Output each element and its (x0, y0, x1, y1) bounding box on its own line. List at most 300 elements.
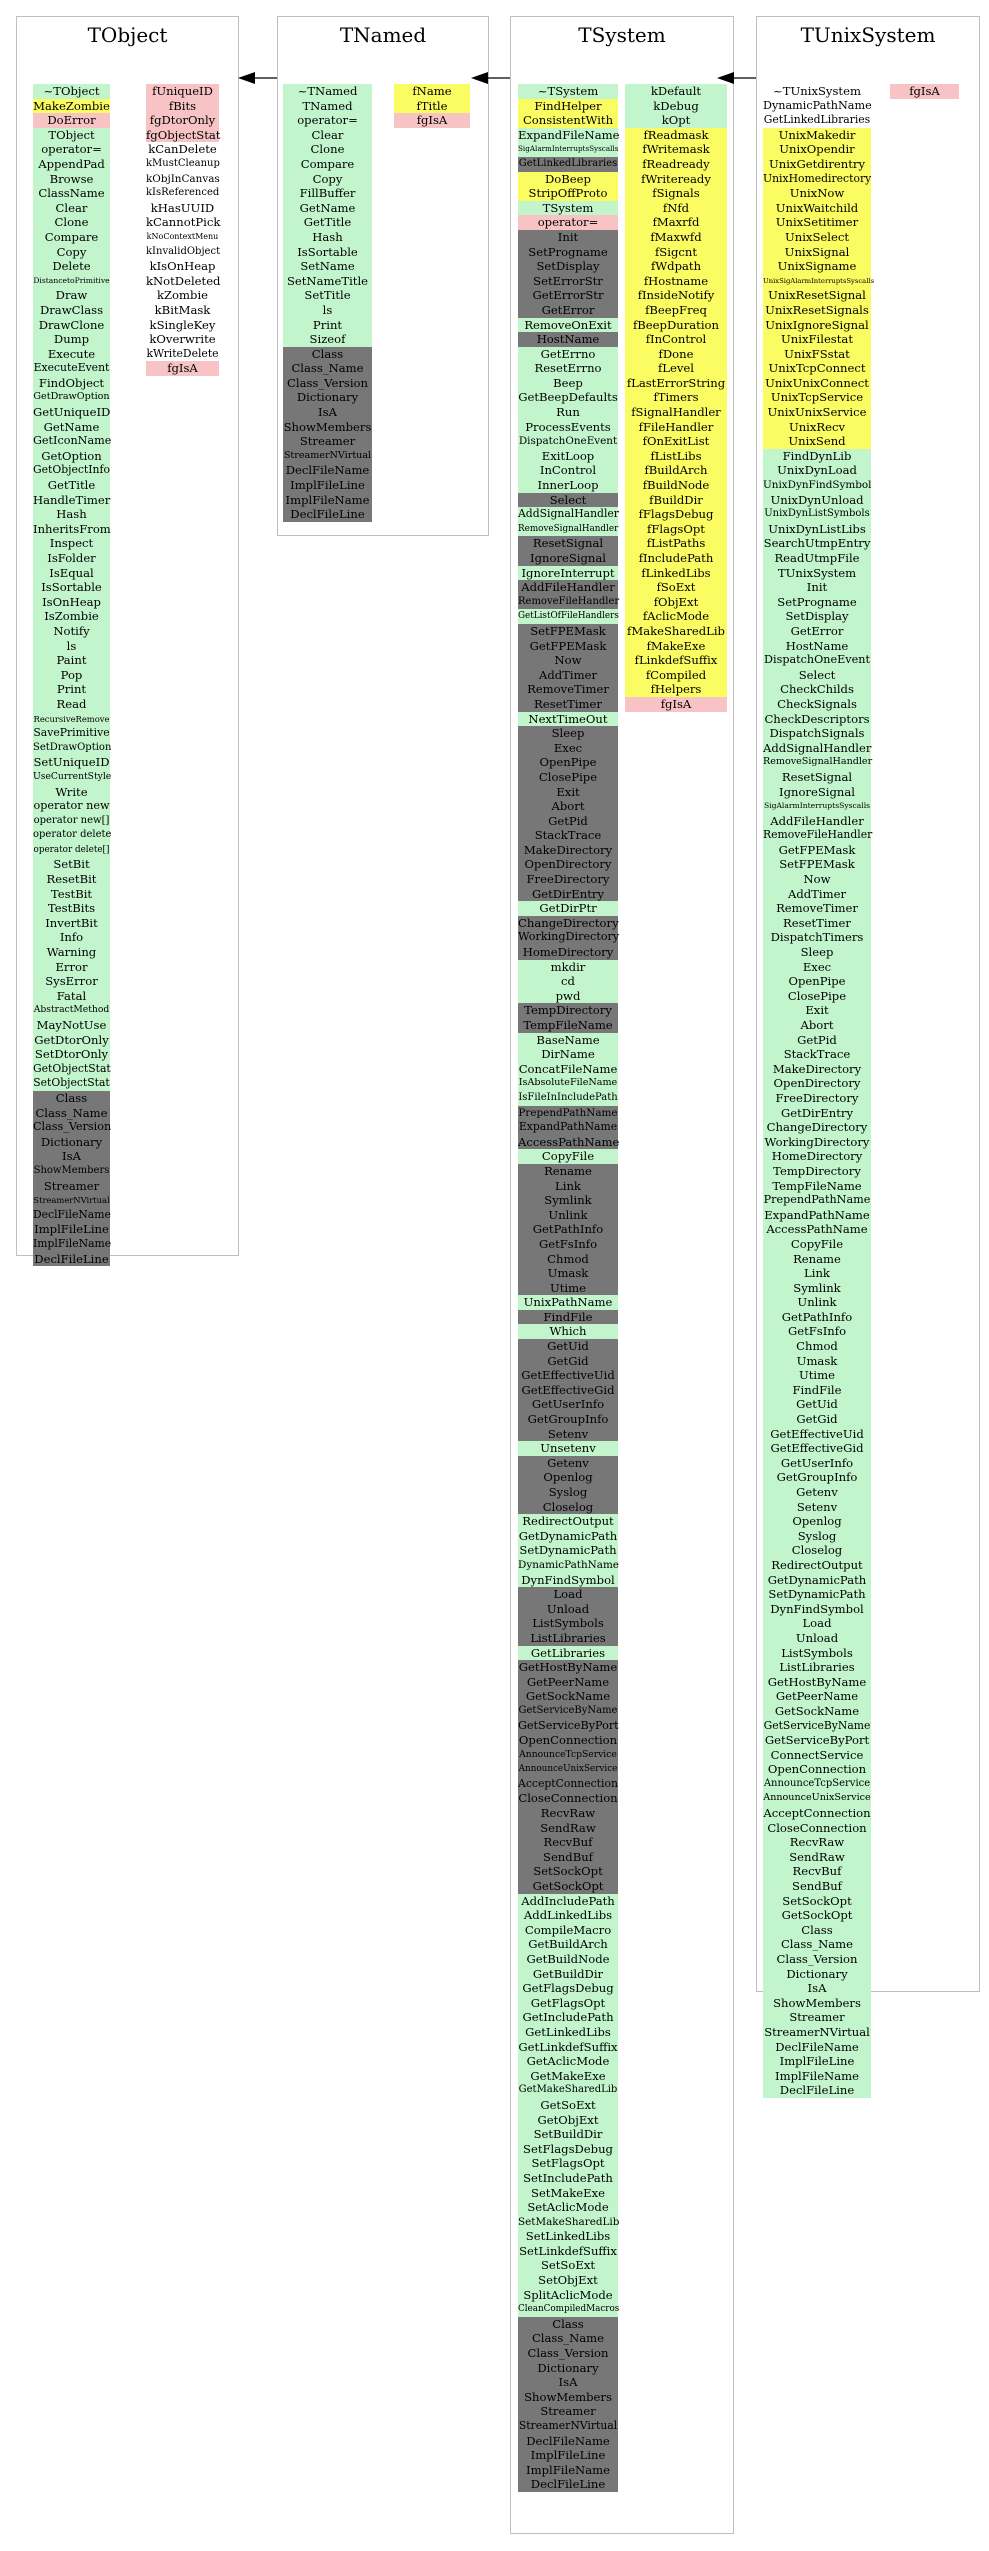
method-umask: Umask (518, 1266, 618, 1281)
method-declfileline: DeclFileLine (763, 2083, 871, 2098)
method-class-name: Class_Name (763, 1937, 871, 1952)
method-copyfile: CopyFile (518, 1149, 618, 1164)
method-getenv: Getenv (763, 1485, 871, 1500)
method-sigalarminterruptssyscalls: SigAlarmInterruptsSyscalls (763, 799, 871, 814)
method-setdtoronly: SetDtorOnly (34, 1047, 109, 1062)
member-ffilehandler: fFileHandler (625, 420, 727, 435)
class-title: TObject (87, 23, 168, 47)
method-print: Print (33, 682, 110, 697)
method-load: Load (763, 1616, 871, 1631)
method-changedirectory: ChangeDirectory (763, 1120, 871, 1135)
method-redirectoutput: RedirectOutput (763, 1558, 871, 1573)
method-clone: Clone (283, 142, 372, 157)
method-draw: Draw (33, 288, 110, 303)
method-tunixsystem: ~TUnixSystem (773, 84, 861, 98)
method-getbeepdefaults: GetBeepDefaults (518, 390, 618, 405)
method-class-version: Class_Version (518, 2346, 618, 2361)
member-fincontrol: fInControl (625, 332, 727, 347)
method-setuniqueid: SetUniqueID (33, 755, 110, 770)
method-tobject: TObject (33, 128, 110, 143)
member-koverwrite: kOverwrite (149, 332, 216, 347)
member-kcandelete: kCanDelete (148, 142, 217, 157)
method-geterror: GetError (518, 303, 618, 318)
method-changedirectory: ChangeDirectory (518, 915, 619, 930)
method-unixfsstat: UnixFSstat (763, 347, 871, 362)
method-getfsinfo: GetFsInfo (763, 1324, 871, 1339)
method-testbit: TestBit (33, 887, 110, 902)
method-hostname: HostName (518, 332, 618, 347)
method-paint: Paint (33, 653, 110, 668)
method-setfpemask: SetFPEMask (518, 624, 618, 639)
method-resettimer: ResetTimer (763, 916, 871, 931)
method-getpeername: GetPeerName (518, 1675, 618, 1690)
method-implfileline: ImplFileLine (518, 2448, 618, 2463)
method-openconnection: OpenConnection (763, 1762, 871, 1777)
method-basename: BaseName (518, 1033, 618, 1048)
method-unlink: Unlink (518, 1208, 618, 1223)
method-showmembers: ShowMembers (33, 1164, 110, 1179)
method-pop: Pop (33, 668, 110, 683)
method-dispatchoneevent: DispatchOneEvent (518, 435, 618, 448)
member-flasterrorstring: fLastErrorString (626, 375, 726, 390)
method-unixsetitimer: UnixSetitimer (763, 215, 871, 230)
member-fmakeexe: fMakeExe (625, 639, 727, 654)
method-operator: operator= (33, 142, 110, 157)
method-streamer: Streamer (283, 434, 372, 449)
method-unixresetsignals: UnixResetSignals (763, 303, 871, 318)
method-exec: Exec (763, 960, 871, 975)
method-dynamicpathname: DynamicPathName (763, 98, 872, 112)
method-geteffectivegid: GetEffectiveGid (518, 1383, 618, 1398)
method-copy: Copy (33, 245, 110, 260)
method-ls: ls (283, 303, 372, 318)
method-warning: Warning (33, 945, 110, 960)
method-findfile: FindFile (518, 1310, 618, 1325)
method-openpipe: OpenPipe (763, 974, 871, 989)
method-exitloop: ExitLoop (518, 449, 618, 464)
method-operator-delete: operator delete (33, 828, 110, 843)
method-declfileline: DeclFileLine (34, 1251, 109, 1266)
method-opendirectory: OpenDirectory (518, 857, 618, 872)
member-fhelpers: fHelpers (625, 682, 727, 697)
method-getdrawoption: GetDrawOption (33, 390, 110, 405)
member-fnfd: fNfd (625, 201, 727, 216)
method-sigalarminterruptssyscalls: SigAlarmInterruptsSyscalls (518, 142, 618, 157)
method-removetimer: RemoveTimer (518, 682, 618, 697)
method-unsetenv: Unsetenv (518, 1441, 618, 1456)
method-addincludepath: AddIncludePath (518, 1894, 618, 1909)
method-closeconnection: CloseConnection (518, 1791, 618, 1806)
method-getfpemask: GetFPEMask (518, 639, 618, 654)
method-stacktrace: StackTrace (763, 1047, 871, 1062)
member-fhostname: fHostname (625, 274, 727, 289)
method-geticonname: GetIconName (33, 434, 112, 448)
method-prependpathname: PrependPathName (763, 1193, 871, 1207)
method-symlink: Symlink (518, 1193, 618, 1208)
method-getpid: GetPid (763, 1033, 871, 1048)
method-link: Link (763, 1266, 871, 1281)
method-openconnection: OpenConnection (518, 1733, 618, 1748)
method-removesignalhandler: RemoveSignalHandler (763, 755, 871, 770)
method-getsockopt: GetSockOpt (518, 1879, 618, 1894)
method-unixignoresignal: UnixIgnoreSignal (763, 318, 871, 333)
method-getservicebyport: GetServiceByPort (518, 1718, 619, 1732)
method-dispatchsignals: DispatchSignals (763, 726, 871, 741)
class-title: TSystem (578, 23, 666, 47)
member-fbuilddir: fBuildDir (625, 493, 727, 508)
method-getlibraries: GetLibraries (518, 1646, 618, 1661)
method-unixwaitchild: UnixWaitchild (763, 201, 871, 216)
member-kbitmask: kBitMask (154, 302, 211, 317)
method-nexttimeout: NextTimeOut (518, 712, 618, 727)
method-unixnow: UnixNow (763, 186, 871, 201)
method-setmakeexe: SetMakeExe (518, 2186, 618, 2201)
method-isa: IsA (33, 1149, 110, 1164)
method-showmembers: ShowMembers (283, 419, 372, 434)
method-sleep: Sleep (763, 945, 871, 960)
member-fgdtoronly: fgDtorOnly (146, 113, 219, 128)
method-gethostbyname: GetHostByName (763, 1675, 871, 1690)
method-findhelper: FindHelper (518, 99, 618, 114)
method-gettitle: GetTitle (283, 215, 372, 230)
method-getlinkedlibraries: GetLinkedLibraries (763, 113, 871, 127)
method-hostname: HostName (763, 639, 871, 654)
method-unload: Unload (763, 1631, 871, 1646)
method-freedirectory: FreeDirectory (763, 1091, 871, 1106)
member-fmaxwfd: fMaxwfd (625, 230, 727, 245)
method-setdynamicpath: SetDynamicPath (519, 1543, 617, 1558)
method-implfilename: ImplFileName (33, 1236, 112, 1250)
method-resetbit: ResetBit (33, 872, 110, 887)
method-tempdirectory: TempDirectory (518, 1003, 618, 1018)
method-consistentwith: ConsistentWith (518, 113, 618, 128)
method-dispatchoneevent: DispatchOneEvent (764, 653, 870, 667)
member-fincludepath: fIncludePath (625, 551, 727, 566)
method-unlink: Unlink (763, 1295, 871, 1310)
method-class: Class (763, 1923, 871, 1938)
method-dictionary: Dictionary (518, 2361, 618, 2376)
method-announceunixservice: AnnounceUnixService (763, 1791, 871, 1806)
method-checkdescriptors: CheckDescriptors (764, 711, 870, 726)
method-getname: GetName (33, 420, 110, 435)
method-implfileline: ImplFileLine (763, 2054, 871, 2069)
method-init: Init (518, 230, 618, 245)
member-kinvalidobject: kInvalidObject (146, 245, 221, 257)
member-kisreferenced: kIsReferenced (146, 187, 220, 199)
method-isfileinincludepath: IsFileInIncludePath (518, 1091, 618, 1106)
method-getdtoronly: GetDtorOnly (34, 1032, 109, 1047)
member-finsidenotify: fInsideNotify (625, 288, 727, 303)
method-class-version: Class_Version (763, 1952, 871, 1967)
method-chmod: Chmod (763, 1339, 871, 1354)
method-unixdynfindsymbol: UnixDynFindSymbol (763, 479, 872, 492)
method-getbuilddir: GetBuildDir (518, 1967, 618, 1982)
method-dobeep: DoBeep (518, 172, 618, 187)
member-fgisa: fgIsA (625, 697, 727, 712)
method-freedirectory: FreeDirectory (518, 872, 618, 887)
method-compilemacro: CompileMacro (518, 1923, 618, 1938)
method-getbuildnode: GetBuildNode (518, 1952, 618, 1967)
method-dynamicpathname: DynamicPathName (518, 1558, 619, 1571)
method-hash: Hash (33, 507, 110, 522)
method-expandpathname: ExpandPathName (518, 1120, 618, 1134)
method-tsystem: ~TSystem (518, 84, 618, 99)
method-recursiveremove: RecursiveRemove (33, 712, 110, 727)
method-getlinkedlibraries: GetLinkedLibraries (518, 157, 618, 172)
method-getbuildarch: GetBuildArch (518, 1937, 618, 1952)
method-setdynamicpath: SetDynamicPath (763, 1587, 871, 1602)
method-showmembers: ShowMembers (763, 1996, 871, 2011)
method-tempdirectory: TempDirectory (763, 1164, 871, 1179)
member-fbuildarch: fBuildArch (625, 463, 727, 478)
method-clone: Clone (33, 215, 110, 230)
method-beep: Beep (518, 376, 618, 391)
method-unixsigname: UnixSigname (763, 259, 871, 274)
method-getuserinfo: GetUserInfo (518, 1397, 618, 1412)
method-setmakesharedlib: SetMakeSharedLib (518, 2215, 620, 2228)
method-write: Write (33, 785, 110, 800)
method-stripoffproto: StripOffProto (518, 186, 618, 201)
method-fillbuffer: FillBuffer (283, 186, 372, 201)
method-cleancompiledmacros: CleanCompiledMacros (518, 2302, 618, 2317)
method-dump: Dump (33, 332, 110, 347)
method-getname: GetName (283, 201, 372, 216)
method-dynfindsymbol: DynFindSymbol (518, 1573, 618, 1588)
method-expandfilename: ExpandFileName (518, 127, 620, 142)
method-testbits: TestBits (33, 901, 110, 916)
method-hash: Hash (283, 230, 372, 245)
method-setsockopt: SetSockOpt (763, 1894, 871, 1909)
method-delete: Delete (33, 259, 110, 274)
method-operator-new: operator new[] (33, 814, 110, 829)
method-removefilehandler: RemoveFileHandler (763, 828, 873, 842)
method-getobjext: GetObjExt (518, 2113, 618, 2128)
method-class-name: Class_Name (33, 1106, 110, 1121)
method-checkchilds: CheckChilds (763, 682, 871, 697)
member-fwriteready: fWriteready (625, 172, 727, 187)
method-drawclass: DrawClass (33, 303, 110, 318)
member-fname: fName (394, 84, 470, 99)
method-gethostbyname: GetHostByName (518, 1660, 618, 1675)
method-unixselect: UnixSelect (763, 230, 871, 245)
method-dirname: DirName (518, 1047, 618, 1062)
method-dictionary: Dictionary (33, 1135, 110, 1150)
method-geteffectiveuid: GetEffectiveUid (518, 1368, 618, 1383)
method-readutmpfile: ReadUtmpFile (763, 551, 871, 566)
member-fflagsopt: fFlagsOpt (625, 522, 727, 537)
method-load: Load (518, 1587, 618, 1602)
method-unixresetsignal: UnixResetSignal (763, 288, 871, 303)
method-getuid: GetUid (518, 1339, 618, 1354)
method-isequal: IsEqual (33, 566, 110, 581)
method-accesspathname: AccessPathName (763, 1222, 871, 1237)
method-tempfilename: TempFileName (518, 1018, 618, 1033)
member-kcannotpick: kCannotPick (146, 215, 221, 230)
method-setdisplay: SetDisplay (763, 609, 871, 624)
member-fmaxrfd: fMaxrfd (625, 215, 727, 230)
member-flinkedlibs: fLinkedLibs (625, 566, 727, 581)
method-sleep: Sleep (518, 726, 618, 741)
class-title: TNamed (339, 23, 427, 47)
method-getgid: GetGid (763, 1412, 871, 1427)
member-fgisa: fgIsA (394, 113, 470, 128)
method-makedirectory: MakeDirectory (763, 1062, 871, 1077)
method-geterrorstr: GetErrorStr (518, 288, 618, 303)
method-addfilehandler: AddFileHandler (518, 580, 618, 595)
method-tsystem: TSystem (518, 201, 618, 216)
method-workingdirectory: WorkingDirectory (518, 930, 620, 944)
method-unixdynlistsymbols: UnixDynListSymbols (763, 507, 871, 522)
method-isabsolutefilename: IsAbsoluteFileName (518, 1076, 618, 1091)
method-saveprimitive: SavePrimitive (33, 726, 110, 740)
method-getflagsopt: GetFlagsOpt (518, 1996, 618, 2011)
member-fsoext: fSoExt (625, 580, 727, 595)
method-unixsignal: UnixSignal (763, 245, 871, 260)
method-sendraw: SendRaw (763, 1850, 871, 1865)
method-notify: Notify (33, 624, 110, 639)
method-settitle: SetTitle (283, 288, 372, 303)
method-addtimer: AddTimer (518, 668, 618, 683)
method-maynotuse: MayNotUse (33, 1018, 110, 1033)
method-pwd: pwd (518, 989, 618, 1004)
method-addtimer: AddTimer (763, 887, 871, 902)
method-getpathinfo: GetPathInfo (763, 1310, 871, 1325)
member-kdebug: kDebug (625, 99, 727, 114)
method-openpipe: OpenPipe (518, 755, 618, 770)
method-which: Which (518, 1324, 618, 1339)
method-unixunixconnect: UnixUnixConnect (763, 376, 871, 391)
method-closepipe: ClosePipe (518, 770, 618, 785)
method-searchutmpentry: SearchUtmpEntry (763, 536, 871, 551)
member-fdone: fDone (625, 347, 727, 362)
method-sizeof: Sizeof (283, 332, 372, 347)
method-clear: Clear (33, 201, 110, 216)
method-getdynamicpath: GetDynamicPath (763, 1573, 871, 1588)
member-flinkdefsuffix: fLinkdefSuffix (625, 653, 727, 668)
method-acceptconnection: AcceptConnection (763, 1806, 871, 1821)
method-getpathinfo: GetPathInfo (518, 1222, 618, 1237)
method-finddynlib: FindDynLib (763, 449, 871, 464)
arrow-tunixsystem-to-tsystem (717, 72, 756, 84)
method-handletimer: HandleTimer (33, 492, 111, 507)
method-getdirentry: GetDirEntry (763, 1106, 871, 1121)
method-operator: operator= (283, 113, 372, 128)
method-usecurrentstyle: UseCurrentStyle (33, 770, 110, 785)
method-addlinkedlibs: AddLinkedLibs (518, 1908, 618, 1923)
method-showmembers: ShowMembers (518, 2390, 618, 2405)
method-abort: Abort (763, 1018, 871, 1033)
method-getsoext: GetSoExt (518, 2098, 618, 2113)
method-declfilename: DeclFileName (283, 463, 372, 478)
member-fcompiled: fCompiled (625, 668, 727, 683)
method-geteffectivegid: GetEffectiveGid (763, 1441, 871, 1456)
method-sendbuf: SendBuf (763, 1879, 871, 1894)
method-geterror: GetError (763, 624, 871, 639)
method-setobjext: SetObjExt (518, 2273, 618, 2288)
method-select: Select (518, 493, 618, 508)
member-funiqueid: fUniqueID (146, 84, 219, 99)
method-getservicebyname: GetServiceByName (518, 1704, 618, 1719)
method-setlinkedlibs: SetLinkedLibs (518, 2229, 618, 2244)
method-getflagsdebug: GetFlagsDebug (518, 1981, 618, 1996)
method-dictionary: Dictionary (283, 390, 372, 405)
method-classname: ClassName (33, 186, 110, 201)
method-abstractmethod: AbstractMethod (33, 1003, 110, 1018)
method-ignoreinterrupt: IgnoreInterrupt (518, 566, 618, 581)
method-getdirentry: GetDirEntry (518, 887, 618, 902)
method-setaclicmode: SetAclicMode (518, 2200, 618, 2215)
method-issortable: IsSortable (33, 580, 110, 595)
method-cd: cd (518, 974, 618, 989)
member-ksinglekey: kSingleKey (149, 317, 216, 332)
method-isa: IsA (283, 405, 372, 420)
method-getgroupinfo: GetGroupInfo (763, 1470, 871, 1485)
member-freadready: fReadready (625, 157, 727, 172)
member-kopt: kOpt (625, 113, 727, 128)
method-getlistoffilehandlers: GetListOfFileHandlers (518, 609, 618, 624)
method-closelog: Closelog (763, 1543, 871, 1558)
method-getfpemask: GetFPEMask (763, 843, 871, 858)
method-setdrawoption: SetDrawOption (33, 741, 110, 756)
method-getuniqueid: GetUniqueID (33, 405, 111, 420)
method-getservicebyport: GetServiceByPort (764, 1733, 870, 1748)
method-implfilename: ImplFileName (518, 2463, 618, 2478)
method-ls: ls (33, 639, 110, 654)
method-openlog: Openlog (518, 1470, 618, 1485)
method-acceptconnection: AcceptConnection (518, 1776, 618, 1790)
method-setenv: Setenv (763, 1500, 871, 1515)
method-unixrecv: UnixRecv (763, 420, 871, 435)
method-homedirectory: HomeDirectory (763, 1149, 871, 1164)
method-unixpathname: UnixPathName (518, 1295, 618, 1310)
method-getlinkedlibs: GetLinkedLibs (518, 2025, 618, 2040)
class-title: TUnixSystem (800, 23, 936, 47)
method-getservicebyname: GetServiceByName (763, 1718, 871, 1732)
method-closeconnection: CloseConnection (763, 1821, 871, 1836)
method-copy: Copy (283, 172, 372, 187)
method-setflagsdebug: SetFlagsDebug (518, 2142, 618, 2157)
method-reseterrno: ResetErrno (518, 361, 618, 376)
member-fobjext: fObjExt (625, 595, 727, 610)
method-declfilename: DeclFileName (518, 2434, 618, 2449)
method-chmod: Chmod (518, 1252, 618, 1267)
method-compare: Compare (33, 230, 110, 245)
method-workingdirectory: WorkingDirectory (764, 1134, 870, 1149)
method-announceunixservice: AnnounceUnixService (518, 1762, 618, 1777)
method-getoption: GetOption (33, 449, 110, 464)
member-fgobjectstat: fgObjectStat (146, 127, 221, 142)
method-resetsignal: ResetSignal (518, 536, 618, 551)
method-unixdynunload: UnixDynUnload (763, 493, 871, 508)
method-expandpathname: ExpandPathName (764, 1207, 870, 1222)
method-exit: Exit (518, 785, 618, 800)
member-flevel: fLevel (625, 361, 727, 376)
method-closepipe: ClosePipe (763, 989, 871, 1004)
method-distancetoprimitive: DistancetoPrimitive (33, 274, 110, 289)
method-announcetcpservice: AnnounceTcpService (763, 1777, 871, 1792)
method-class: Class (283, 347, 372, 362)
method-operator-new: operator new (33, 799, 110, 813)
method-syserror: SysError (33, 974, 110, 989)
method-ignoresignal: IgnoreSignal (763, 785, 871, 800)
method-makedirectory: MakeDirectory (518, 843, 618, 858)
method-streamernvirtual: StreamerNVirtual (518, 2419, 618, 2432)
method-class: Class (33, 1091, 110, 1106)
method-class-version: Class_Version (33, 1120, 112, 1134)
method-listlibraries: ListLibraries (763, 1660, 871, 1675)
method-tobject: ~TObject (33, 84, 110, 99)
method-isa: IsA (763, 1981, 871, 1996)
